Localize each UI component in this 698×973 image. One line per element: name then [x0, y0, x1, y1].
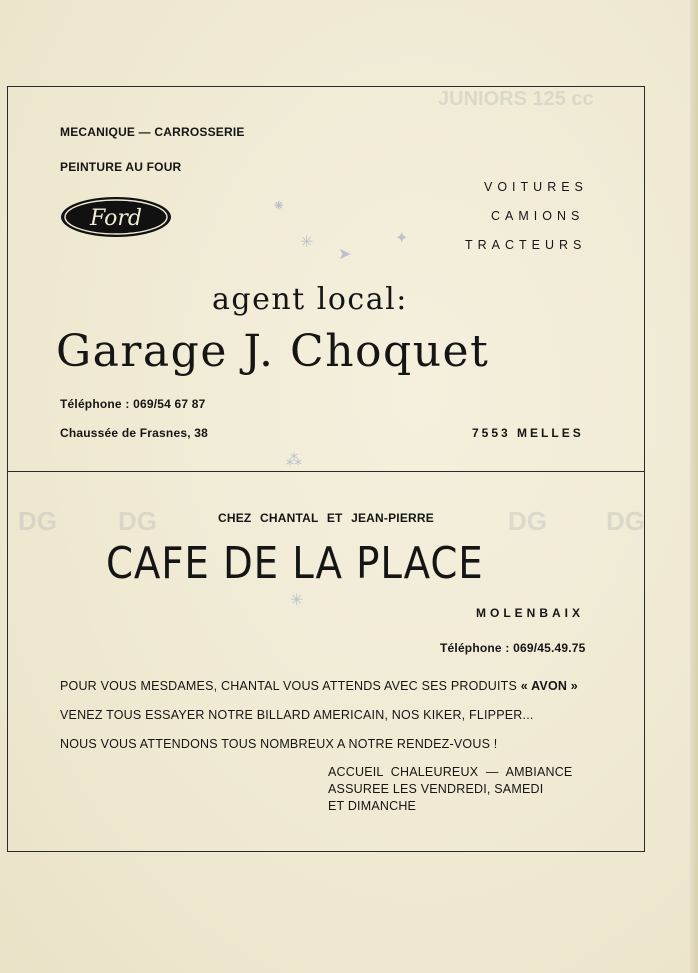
show-through-watermark: DG [508, 506, 547, 536]
stamp-mark: ➤ [338, 246, 352, 263]
services-line: MECANIQUE — CARROSSERIE [60, 125, 245, 139]
cafe-text-line: NOUS VOUS ATTENDONS TOUS NOMBREUX A NOTRE RENDEZ-VOUS ! [60, 737, 498, 751]
garage-name: Garage J. Choquet [56, 326, 490, 377]
cafe-text-line: VENEZ TOUS ESSAYER NOTRE BILLARD AMERICAIN, NOS KIKER, FLIPPER... [60, 708, 534, 722]
vehicle-type: VOITURES [484, 180, 588, 194]
show-through-watermark: DG [606, 506, 645, 536]
cafe-text-line [60, 679, 578, 693]
stamp-mark: ✳ [290, 592, 304, 609]
cafe-name: CAFE DE LA PLACE [106, 538, 484, 589]
show-through-watermark: DG [118, 506, 157, 536]
garage-city: 7553 MELLES [472, 426, 584, 440]
section-divider [7, 471, 645, 472]
services-line: PEINTURE AU FOUR [60, 160, 182, 174]
garage-phone: Téléphone : 069/54 67 87 [60, 397, 206, 411]
cafe-locality: MOLENBAIX [476, 606, 584, 620]
ford-logo [60, 196, 172, 238]
welcome-line: ET DIMANCHE [328, 799, 417, 813]
welcome-line: ACCUEIL CHALEUREUX — AMBIANCE [328, 765, 573, 779]
vehicle-type: CAMIONS [491, 209, 585, 223]
stamp-mark: ✳ [300, 234, 314, 251]
cafe-text: POUR VOUS MESDAMES, CHANTAL VOUS ATTENDS AVEC SES PRODUITS [60, 679, 518, 693]
cafe-owners: CHEZ CHANTAL ET JEAN-PIERRE [218, 511, 434, 525]
stamp-mark: ⁕ [272, 198, 286, 215]
stamp-mark: ✦ [395, 230, 409, 247]
cafe-phone: Téléphone : 069/45.49.75 [440, 641, 586, 655]
garage-address: Chaussée de Frasnes, 38 [60, 426, 209, 440]
welcome-line: ASSUREE LES VENDREDI, SAMEDI [328, 782, 544, 796]
agent-label: agent local: [212, 282, 408, 317]
stamp-mark: ⁂ [286, 452, 302, 469]
page-edge [690, 0, 698, 973]
show-through-heading: JUNIORS 125 cc [438, 88, 594, 110]
vehicle-type: TRACTEURS [465, 238, 587, 252]
show-through-watermark: DG [18, 506, 57, 536]
ford-logo-text: Ford [90, 206, 142, 231]
avon-label: « AVON » [520, 679, 578, 693]
